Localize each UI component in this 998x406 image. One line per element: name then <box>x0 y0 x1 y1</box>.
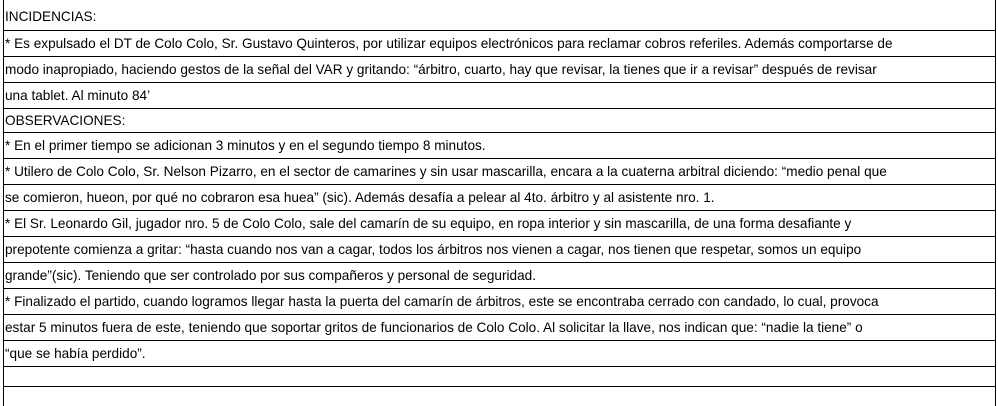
incidencias-line: una tablet. Al minuto 84’ <box>4 83 995 109</box>
observaciones-line: * Utilero de Colo Colo, Sr. Nelson Pizarro, en el sector de camarines y sin usar mascarilla, encara a la cuaterna arbitral diciendo: “medio penal que <box>4 159 995 185</box>
report-table <box>3 0 996 406</box>
observaciones-line: “que se había perdido”. <box>4 341 995 367</box>
incidencias-heading: INCIDENCIAS: <box>4 0 995 31</box>
observaciones-line: estar 5 minutos fuera de este, teniendo que soportar gritos de funcionarios de Colo Colo. Al solicitar la llave, nos indican que: “nadie la tiene” o <box>4 315 995 341</box>
incidencias-line: * Es expulsado el DT de Colo Colo, Sr. Gustavo Quinteros, por utilizar equipos electrónicos para reclamar cobros referiles. Además comportarse de <box>4 31 995 57</box>
observaciones-line: * En el primer tiempo se adicionan 3 minutos y en el segundo tiempo 8 minutos. <box>4 133 995 159</box>
observaciones-line: * El Sr. Leonardo Gil, jugador nro. 5 de Colo Colo, sale del camarín de su equipo, en ropa interior y sin mascarilla, de una forma desafiante y <box>4 211 995 237</box>
observaciones-line: se comieron, hueon, por qué no cobraron esa huea” (sic). Además desafía a pelear al 4to. árbitro y al asistente nro. 1. <box>4 185 995 211</box>
observaciones-line: prepotente comienza a gritar: “hasta cuando nos van a cagar, todos los árbitros nos vienen a cagar, nos tienen que respetar, somos un equipo <box>4 237 995 263</box>
incidencias-line: modo inapropiado, haciendo gestos de la señal del VAR y gritando: “árbitro, cuarto, hay que revisar, la tienes que ir a revisar” después de revisar <box>4 57 995 83</box>
observaciones-line: * Finalizado el partido, cuando logramos llegar hasta la puerta del camarín de árbitros, este se encontraba cerrado con candado, lo cual, provoca <box>4 289 995 315</box>
observaciones-heading: OBSERVACIONES: <box>4 109 995 133</box>
empty-row <box>4 367 995 387</box>
observaciones-line: grande”(sic). Teniendo que ser controlado por sus compañeros y personal de seguridad. <box>4 263 995 289</box>
